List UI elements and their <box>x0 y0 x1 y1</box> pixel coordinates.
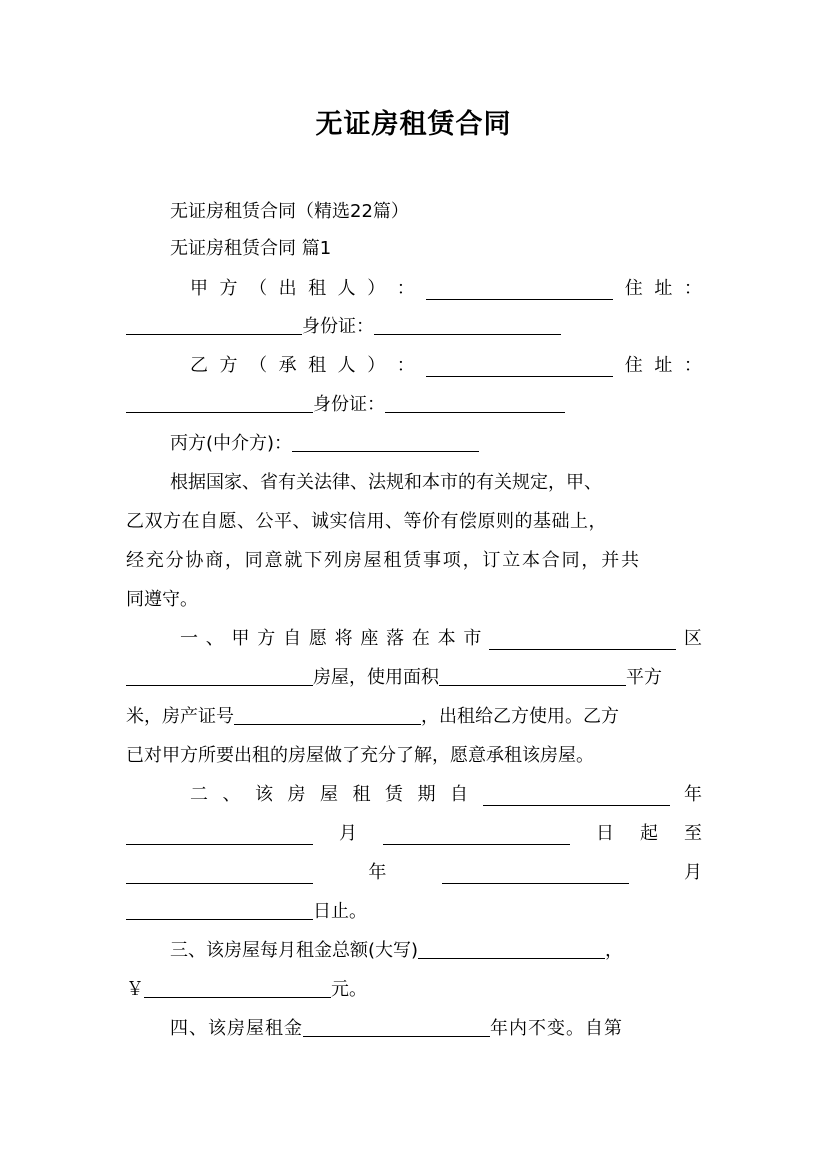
party-a-name-blank[interactable] <box>426 279 613 300</box>
party-b-address-blank[interactable] <box>126 392 313 413</box>
clause-1-line-1: 一 、 甲 方 自 愿 将 座 落 在 本 市 区 <box>180 628 702 649</box>
party-b-id-line: 身份证： <box>126 389 702 421</box>
district-blank[interactable] <box>126 665 313 686</box>
end-month-blank[interactable] <box>442 863 629 884</box>
party-a-line: 甲 方 （ 出 租 人 ） ： 住 址 ： <box>190 278 702 299</box>
city-blank[interactable] <box>489 629 676 650</box>
clause-1-line-3: 米，房产证号 ，出租给乙方使用。乙方 <box>126 706 619 727</box>
party-b-id-blank[interactable] <box>385 392 565 413</box>
party-a-address-blank[interactable] <box>126 314 302 335</box>
start-day-blank[interactable] <box>383 824 570 845</box>
start-month-blank[interactable] <box>126 824 313 845</box>
clause-2-line-4: 日止。 <box>126 896 702 928</box>
rent-fixed-years-blank[interactable] <box>303 1016 490 1037</box>
end-day-blank[interactable] <box>126 899 313 920</box>
document-subtitle: 无证房租赁合同（精选22篇） <box>170 201 409 222</box>
rent-amount-blank[interactable] <box>144 977 331 998</box>
start-year-blank[interactable] <box>483 785 670 806</box>
clause-1-line-4: 已对甲方所要出租的房屋做了充分了解，愿意承租该房屋。 <box>126 745 594 766</box>
party-a-id-line: 身份证： <box>126 311 702 343</box>
document-title: 无证房租赁合同 <box>315 109 512 140</box>
clause-2-line-1: 二 、 该 房 屋 租 赁 期 自 年 <box>190 784 702 805</box>
party-c-blank[interactable] <box>292 431 479 452</box>
certificate-number-blank[interactable] <box>234 704 421 725</box>
clause-3-line-1: 三、该房屋每月租金总额(大写) ， <box>170 940 624 961</box>
clause-4-line-1: 四、该房屋租金 年内不变。自第 <box>170 1018 623 1039</box>
party-c-line: 丙方(中介方)： <box>170 428 702 460</box>
area-blank[interactable] <box>439 665 626 686</box>
party-a-id-blank[interactable] <box>374 314 561 335</box>
rent-words-blank[interactable] <box>418 938 605 959</box>
preamble-line-2: 乙双方在自愿、公平、诚实信用、等价有偿原则的基础上， <box>126 511 607 532</box>
preamble-line-1: 根据国家、省有关法律、法规和本市的有关规定，甲、 <box>170 472 602 493</box>
clause-2-line-2: 月 日 起 至 <box>126 818 702 850</box>
clause-1-line-2: 房屋，使用面积 平方 <box>126 662 702 694</box>
party-b-line: 乙 方 （ 承 租 人 ） ： 住 址 ： <box>190 355 702 376</box>
party-b-name-blank[interactable] <box>426 356 613 377</box>
clause-2-line-3: 年 月 <box>126 857 702 889</box>
section-heading: 无证房租赁合同 篇1 <box>170 238 332 259</box>
preamble-line-4: 同遵守。 <box>126 589 198 610</box>
preamble-line-3: 经充分协商，同意就下列房屋租赁事项，订立本合同，并共 <box>126 550 641 571</box>
end-year-blank[interactable] <box>126 863 313 884</box>
clause-3-line-2: ￥ 元。 <box>126 979 367 1000</box>
